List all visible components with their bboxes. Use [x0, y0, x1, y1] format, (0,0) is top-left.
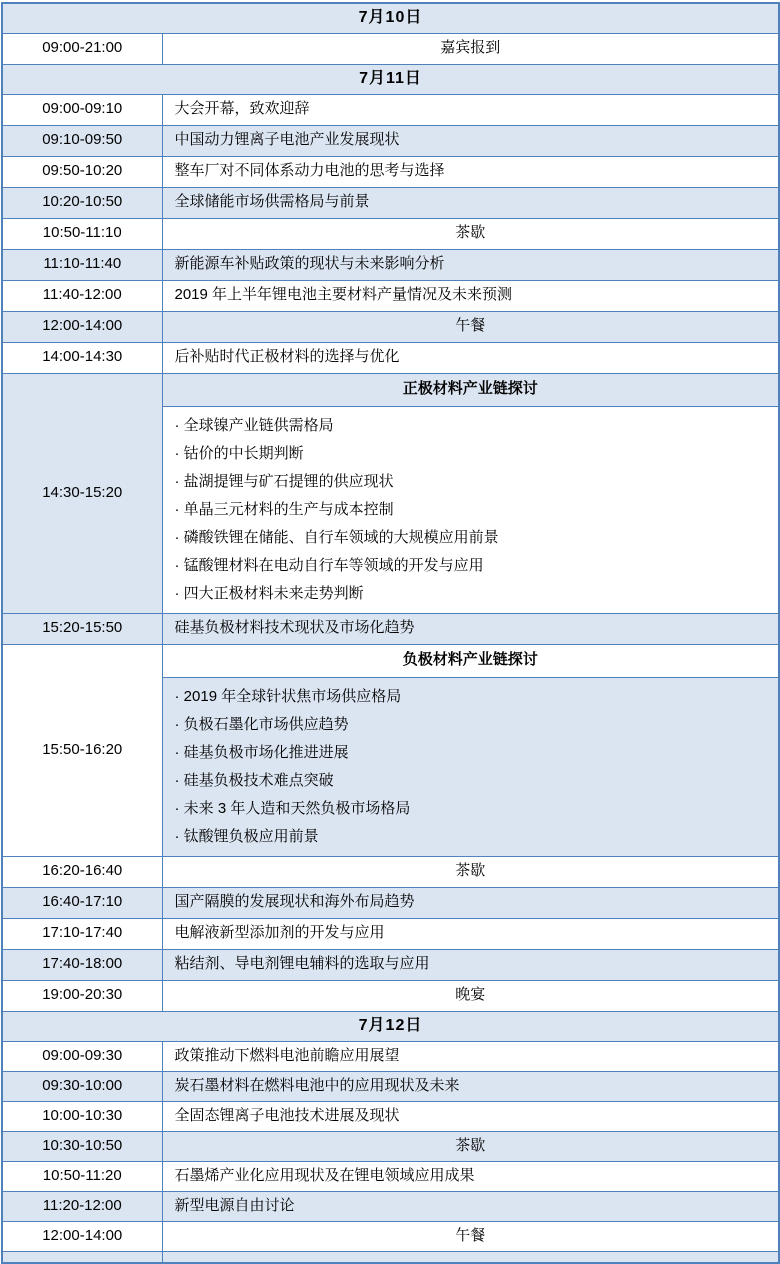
agenda-item [175, 440, 773, 468]
schedule-row [2, 949, 779, 980]
schedule-row [2, 218, 779, 249]
schedule-row [2, 1191, 779, 1221]
agenda-item [175, 552, 773, 580]
event-cell: 全固态锂离子电池技术进展及现状 [162, 1101, 779, 1131]
date-header: 7月12日 [2, 1011, 779, 1041]
time-cell: 17:10-17:40 [2, 918, 162, 949]
time-cell: 10:00-10:30 [2, 1101, 162, 1131]
schedule-row [2, 280, 779, 311]
agenda-item [175, 767, 773, 795]
agenda-item-label: 锰酸锂材料在电动自行车等领域的开发与应用 [183, 556, 484, 574]
agenda-item-label: 盐湖提锂与矿石提锂的供应现状 [183, 472, 394, 490]
agenda-item [175, 739, 773, 767]
time-cell: 12:00-14:00 [2, 311, 162, 342]
session-header-row [2, 644, 779, 677]
schedule-row [2, 311, 779, 342]
time-cell: 09:50-10:20 [2, 156, 162, 187]
time-cell: 12:00-14:00 [2, 1221, 162, 1251]
agenda-item [175, 711, 773, 739]
session-header-row [2, 373, 779, 406]
conference-schedule-table [1, 2, 780, 1264]
time-cell: 11:10-11:40 [2, 249, 162, 280]
time-cell: 11:40-12:00 [2, 280, 162, 311]
date-header: 7月11日 [2, 64, 779, 94]
event-cell: 国产隔膜的发展现状和海外布局趋势 [162, 887, 779, 918]
time-cell: 14:30-15:20 [2, 373, 162, 613]
schedule-row [2, 856, 779, 887]
schedule-row [2, 980, 779, 1011]
agenda-item [175, 795, 773, 823]
time-cell: 09:00-09:30 [2, 1041, 162, 1071]
bullet-icon: · [174, 771, 184, 789]
agenda-item [175, 683, 773, 711]
event-cell: 午餐 [162, 311, 779, 342]
bullet-icon: · [174, 444, 184, 462]
event-cell: 石墨烯产业化应用现状及在锂电领域应用成果 [162, 1161, 779, 1191]
session-items-cell [162, 677, 779, 856]
schedule-row [2, 1071, 779, 1101]
agenda-item [175, 496, 773, 524]
agenda-item-label: 负极石墨化市场供应趋势 [183, 715, 349, 733]
schedule-row [2, 94, 779, 125]
event-cell: 电解液新型添加剂的开发与应用 [162, 918, 779, 949]
partial-clipped-row [2, 1251, 779, 1263]
agenda-item-label: 硅基负极技术难点突破 [183, 771, 334, 789]
time-cell: 14:00-14:30 [2, 342, 162, 373]
agenda-item-label: 磷酸铁锂在储能、自行车领域的大规模应用前景 [183, 528, 499, 546]
bullet-icon: · [174, 500, 184, 518]
schedule-row [2, 187, 779, 218]
date-header-row [2, 3, 779, 33]
event-cell: 午餐 [162, 1221, 779, 1251]
schedule-row [2, 125, 779, 156]
schedule-row [2, 918, 779, 949]
bullet-icon: · [174, 584, 184, 602]
event-cell: 2019 年上半年锂电池主要材料产量情况及未来预测 [162, 280, 779, 311]
event-cell: 新能源车补贴政策的现状与未来影响分析 [162, 249, 779, 280]
date-header: 7月10日 [2, 3, 779, 33]
event-cell: 晚宴 [162, 980, 779, 1011]
time-cell: 16:40-17:10 [2, 887, 162, 918]
bullet-icon: · [174, 687, 184, 705]
schedule-row [2, 249, 779, 280]
agenda-item [175, 468, 773, 496]
event-cell: 茶歇 [162, 856, 779, 887]
event-cell: 整车厂对不同体系动力电池的思考与选择 [162, 156, 779, 187]
event-cell: 中国动力锂离子电池产业发展现状 [162, 125, 779, 156]
agenda-item [175, 524, 773, 552]
schedule-row [2, 887, 779, 918]
time-cell: 17:40-18:00 [2, 949, 162, 980]
bullet-icon: · [174, 528, 184, 546]
time-cell: 19:00-20:30 [2, 980, 162, 1011]
agenda-item [175, 580, 773, 608]
schedule-body [2, 3, 779, 1263]
time-cell: 15:50-16:20 [2, 644, 162, 856]
time-cell: 09:30-10:00 [2, 1071, 162, 1101]
agenda-item-label: 钛酸锂负极应用前景 [183, 827, 319, 845]
schedule-row [2, 156, 779, 187]
date-header-row [2, 64, 779, 94]
event-cell: 政策推动下燃料电池前瞻应用展望 [162, 1041, 779, 1071]
event-cell [162, 1251, 779, 1263]
agenda-item [175, 412, 773, 440]
session-title: 负极材料产业链探讨 [162, 644, 779, 677]
agenda-item-label: 未来 3 年人造和天然负极市场格局 [183, 799, 411, 817]
agenda-item-label: 全球镍产业链供需格局 [183, 416, 334, 434]
event-cell: 大会开幕，致欢迎辞 [162, 94, 779, 125]
time-cell: 10:30-10:50 [2, 1131, 162, 1161]
time-cell: 09:00-09:10 [2, 94, 162, 125]
time-cell: 10:20-10:50 [2, 187, 162, 218]
bullet-icon: · [174, 715, 184, 733]
time-cell: 10:50-11:10 [2, 218, 162, 249]
schedule-row [2, 33, 779, 64]
time-cell: 09:10-09:50 [2, 125, 162, 156]
session-items-cell [162, 406, 779, 613]
bullet-icon: · [174, 799, 184, 817]
schedule-row [2, 613, 779, 644]
schedule-row [2, 1221, 779, 1251]
event-cell: 后补贴时代正极材料的选择与优化 [162, 342, 779, 373]
schedule-row [2, 1041, 779, 1071]
agenda-item [175, 823, 773, 851]
bullet-icon: · [174, 743, 184, 761]
agenda-item-label: 2019 年全球针状焦市场供应格局 [183, 687, 402, 705]
event-cell: 炭石墨材料在燃料电池中的应用现状及未来 [162, 1071, 779, 1101]
schedule-row [2, 1131, 779, 1161]
schedule-row [2, 1101, 779, 1131]
date-header-row [2, 1011, 779, 1041]
bullet-icon: · [174, 827, 184, 845]
time-cell: 15:20-15:50 [2, 613, 162, 644]
session-title: 正极材料产业链探讨 [162, 373, 779, 406]
bullet-icon: · [174, 472, 184, 490]
time-cell: 11:20-12:00 [2, 1191, 162, 1221]
event-cell: 粘结剂、导电剂锂电辅料的选取与应用 [162, 949, 779, 980]
time-cell [2, 1251, 162, 1263]
time-cell: 16:20-16:40 [2, 856, 162, 887]
event-cell: 茶歇 [162, 1131, 779, 1161]
bullet-icon: · [174, 556, 184, 574]
agenda-item-label: 硅基负极市场化推进进展 [183, 743, 349, 761]
event-cell: 新型电源自由讨论 [162, 1191, 779, 1221]
schedule-row [2, 1161, 779, 1191]
time-cell: 10:50-11:20 [2, 1161, 162, 1191]
agenda-item-label: 钴价的中长期判断 [183, 444, 304, 462]
agenda-item-label: 单晶三元材料的生产与成本控制 [183, 500, 394, 518]
agenda-item-label: 四大正极材料未来走势判断 [183, 584, 364, 602]
bullet-icon: · [174, 416, 184, 434]
time-cell: 09:00-21:00 [2, 33, 162, 64]
event-cell: 硅基负极材料技术现状及市场化趋势 [162, 613, 779, 644]
schedule-row [2, 342, 779, 373]
event-cell: 嘉宾报到 [162, 33, 779, 64]
event-cell: 茶歇 [162, 218, 779, 249]
event-cell: 全球储能市场供需格局与前景 [162, 187, 779, 218]
